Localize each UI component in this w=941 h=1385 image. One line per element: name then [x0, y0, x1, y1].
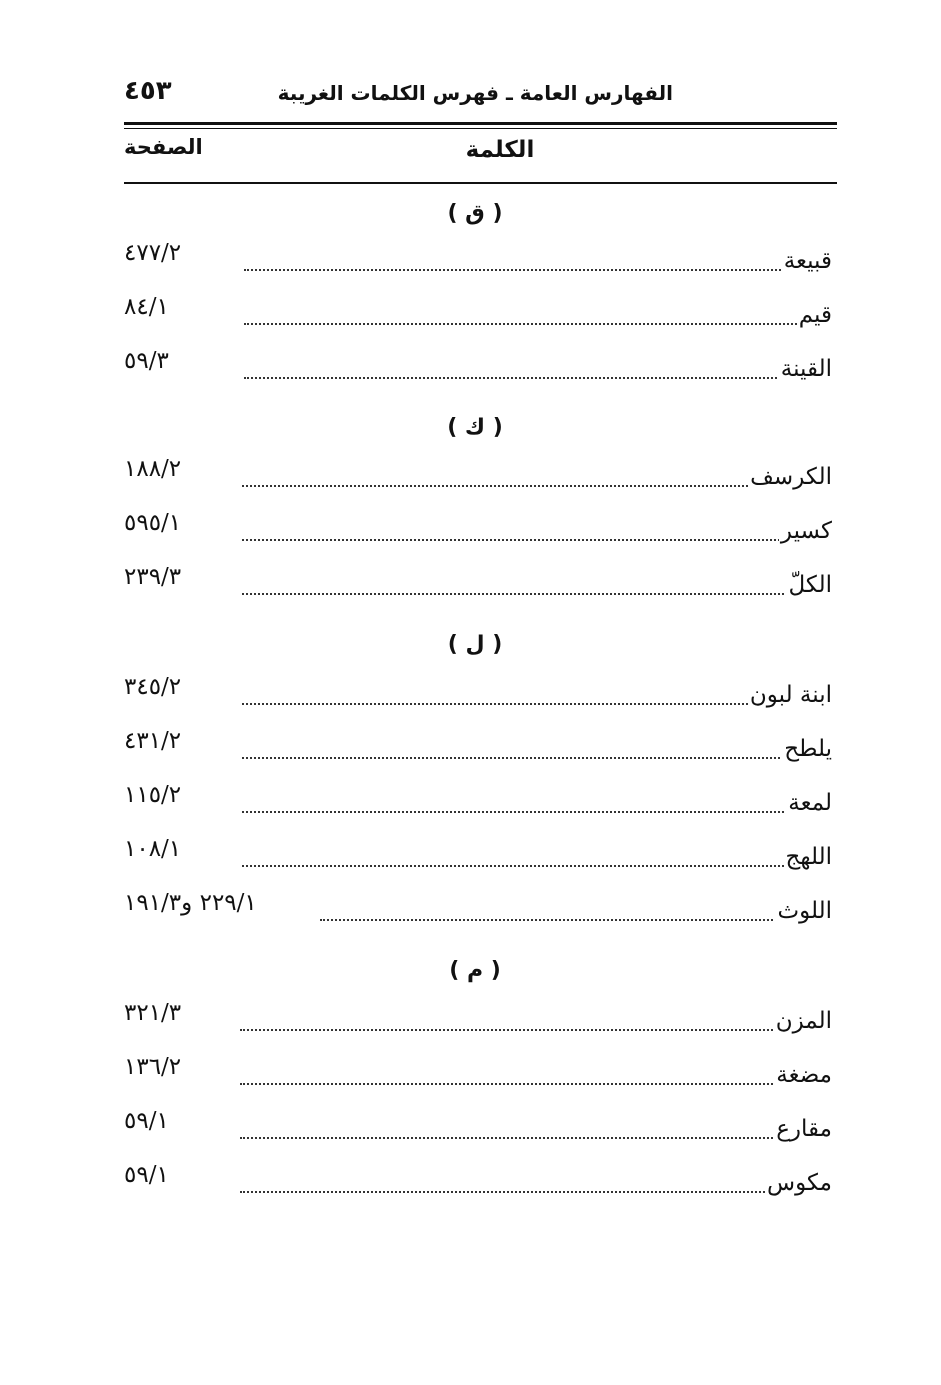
entry-page: ٣٤٥/٢	[124, 674, 182, 700]
index-entry	[124, 240, 832, 280]
index-entry	[124, 782, 832, 822]
entry-word: ابنة لبون	[749, 682, 832, 708]
dot-leader	[242, 593, 832, 595]
entry-word: اللوث	[777, 898, 832, 924]
column-header-word: الكلمة	[465, 137, 535, 163]
entry-word: قيم	[798, 302, 832, 328]
dot-leader	[320, 919, 832, 921]
index-entry	[124, 1162, 832, 1202]
entry-page: ٥٩/٣	[124, 348, 169, 374]
entry-word: مضغة	[776, 1062, 832, 1088]
section-heading-lam: ( ل )	[447, 632, 503, 657]
running-title: الفهارس العامة ـ فهرس الكلمات الغريبة	[277, 81, 673, 105]
index-entry	[124, 294, 832, 334]
dot-leader	[240, 1029, 832, 1031]
section-heading-kaf: ( ك )	[447, 415, 503, 440]
entry-page: ٤٣١/٢	[124, 728, 182, 754]
entry-word: لمعة	[788, 790, 832, 816]
index-entry	[124, 890, 832, 930]
entry-page: ١٨٨/٢	[124, 456, 182, 482]
entry-word: قبيعة	[783, 248, 832, 274]
entry-word: القينة	[780, 356, 832, 382]
header-rule-thin	[124, 128, 837, 129]
entry-page: ٢٢٩/١ و١٩١/٣	[124, 890, 257, 916]
dot-leader	[240, 1083, 832, 1085]
entry-word: مكوس	[767, 1170, 832, 1196]
dot-leader	[242, 703, 832, 705]
entry-page: ٣٢١/٣	[124, 1000, 182, 1026]
dot-leader	[244, 269, 832, 271]
entry-word: كسير	[780, 518, 832, 544]
section-heading-qaf: ( ق )	[447, 201, 503, 226]
entry-word: يلطح	[784, 736, 832, 762]
index-entry	[124, 348, 832, 388]
section-heading-mim: ( م )	[449, 958, 501, 983]
index-entry	[124, 564, 832, 604]
entry-page: ٢٣٩/٣	[124, 564, 182, 590]
dot-leader	[242, 539, 832, 541]
entry-page: ٥٩/١	[124, 1162, 169, 1188]
entry-word: المزن	[775, 1008, 832, 1034]
entry-page: ١٣٦/٢	[124, 1054, 182, 1080]
index-entry	[124, 836, 832, 876]
entry-page: ٥٩٥/١	[124, 510, 182, 536]
column-header-page: الصفحة	[124, 135, 203, 159]
index-entry	[124, 674, 832, 714]
dot-leader	[242, 757, 832, 759]
index-entry	[124, 1000, 832, 1040]
entry-page: ٥٩/١	[124, 1108, 169, 1134]
dot-leader	[242, 485, 832, 487]
entry-word: اللهج	[785, 844, 832, 870]
entry-page: ١١٥/٢	[124, 782, 182, 808]
dot-leader	[240, 1191, 832, 1193]
column-header-rule	[124, 182, 837, 184]
index-entry	[124, 1108, 832, 1148]
entry-word: الكرسف	[750, 464, 832, 490]
index-entry	[124, 456, 832, 496]
dot-leader	[242, 865, 832, 867]
index-entry	[124, 510, 832, 550]
dot-leader	[244, 323, 832, 325]
entry-word: مقارع	[776, 1116, 832, 1142]
entry-page: ٨٤/١	[124, 294, 169, 320]
dot-leader	[244, 377, 832, 379]
index-entry	[124, 728, 832, 768]
index-entry	[124, 1054, 832, 1094]
dot-leader	[240, 1137, 832, 1139]
header-rule-thick	[124, 122, 837, 125]
page-number: ٤٥٣	[124, 76, 172, 106]
dot-leader	[242, 811, 832, 813]
entry-page: ٤٧٧/٢	[124, 240, 182, 266]
entry-page: ١٠٨/١	[124, 836, 182, 862]
entry-word: الكلّ	[788, 572, 832, 598]
